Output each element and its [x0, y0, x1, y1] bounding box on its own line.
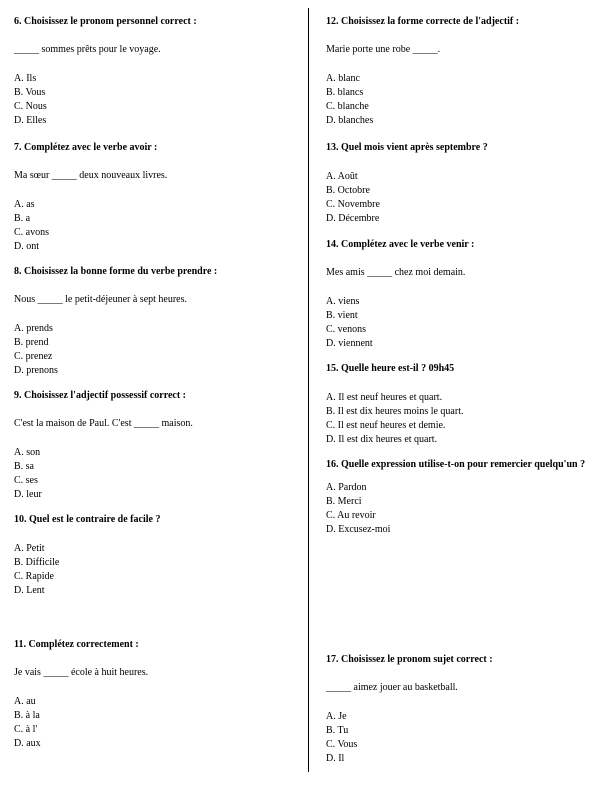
option-b[interactable]: B. Tu	[326, 725, 349, 736]
option-list	[326, 391, 598, 447]
option-a[interactable]: A. Petit	[14, 543, 45, 554]
question-14	[326, 239, 598, 351]
question-stem: C'est la maison de Paul. C'est _____ maison.	[14, 418, 193, 429]
option-b[interactable]: B. vient	[326, 310, 358, 321]
option-a[interactable]: A. Août	[326, 171, 358, 182]
option-c[interactable]: C. venons	[326, 324, 366, 335]
option-d[interactable]: D. Excusez-moi	[326, 524, 391, 535]
option-b[interactable]: B. Octobre	[326, 185, 370, 196]
option-c[interactable]: C. Au revoir	[326, 510, 376, 521]
option-c[interactable]: C. Novembre	[326, 199, 380, 210]
question-6	[14, 16, 298, 128]
option-b[interactable]: B. sa	[14, 461, 34, 472]
option-b[interactable]: B. prend	[14, 337, 49, 348]
option-a[interactable]: A. as	[14, 199, 35, 210]
question-title: 7. Complétez avec le verbe avoir :	[14, 142, 158, 153]
question-stem: _____ aimez jouer au basketball.	[326, 682, 458, 693]
column-divider	[308, 8, 309, 772]
question-7	[14, 142, 298, 254]
option-b[interactable]: B. Difficile	[14, 557, 60, 568]
question-12	[326, 16, 598, 128]
question-stem: _____ sommes prêts pour le voyage.	[14, 44, 161, 55]
option-c[interactable]: C. avons	[14, 227, 49, 238]
question-16	[326, 459, 598, 537]
option-list	[326, 481, 598, 537]
option-a[interactable]: A. blanc	[326, 73, 360, 84]
question-title: 6. Choisissez le pronom personnel correct :	[14, 16, 197, 27]
question-title: 15. Quelle heure est-il ? 09h45	[326, 363, 455, 374]
question-stem: Nous _____ le petit-déjeuner à sept heures.	[14, 294, 188, 305]
option-b[interactable]: B. Merci	[326, 496, 362, 507]
option-b[interactable]: B. à la	[14, 710, 40, 721]
question-title: 9. Choisissez l'adjectif possessif correct :	[14, 390, 187, 401]
option-d[interactable]: D. blanches	[326, 115, 374, 126]
option-c[interactable]: C. blanche	[326, 101, 369, 112]
question-title: 12. Choisissez la forme correcte de l'adjectif :	[326, 16, 520, 27]
question-11	[14, 639, 298, 751]
question-9	[14, 390, 298, 502]
option-list	[326, 72, 598, 128]
question-stem: Marie porte une robe _____.	[326, 44, 441, 55]
option-d[interactable]: D. Il	[326, 753, 345, 764]
question-stem: Mes amis _____ chez moi demain.	[326, 267, 466, 278]
option-d[interactable]: D. ont	[14, 241, 39, 252]
option-d[interactable]: D. viennent	[326, 338, 373, 349]
question-title: 8. Choisissez la bonne forme du verbe prendre :	[14, 266, 218, 277]
option-b[interactable]: B. blancs	[326, 87, 364, 98]
option-list	[326, 710, 598, 766]
option-list	[14, 322, 298, 378]
question-10	[14, 514, 298, 598]
option-a[interactable]: A. Pardon	[326, 482, 367, 493]
option-b[interactable]: B. Vous	[14, 87, 46, 98]
option-list	[14, 542, 298, 598]
question-title: 17. Choisissez le pronom sujet correct :	[326, 654, 493, 665]
question-title: 16. Quelle expression utilise-t-on pour remercier quelqu'un ?	[326, 459, 586, 470]
option-list	[14, 695, 298, 751]
question-title: 14. Complétez avec le verbe venir :	[326, 239, 475, 250]
question-8	[14, 266, 298, 378]
option-a[interactable]: A. prends	[14, 323, 53, 334]
option-list	[14, 72, 298, 128]
option-b[interactable]: B. Il est dix heures moins le quart.	[326, 406, 464, 417]
option-list	[14, 198, 298, 254]
question-stem: Ma sœur _____ deux nouveaux livres.	[14, 170, 168, 181]
option-d[interactable]: D. Il est dix heures et quart.	[326, 434, 438, 445]
option-list	[14, 446, 298, 502]
option-a[interactable]: A. son	[14, 447, 41, 458]
question-title: 10. Quel est le contraire de facile ?	[14, 514, 161, 525]
option-list	[326, 295, 598, 351]
question-stem: Je vais _____ école à huit heures.	[14, 667, 149, 678]
option-d[interactable]: D. Décembre	[326, 213, 380, 224]
option-list	[326, 170, 598, 226]
option-d[interactable]: D. Lent	[14, 585, 45, 596]
option-d[interactable]: D. Elles	[14, 115, 47, 126]
question-15	[326, 363, 598, 447]
option-c[interactable]: C. Vous	[326, 739, 358, 750]
option-c[interactable]: C. à l'	[14, 724, 38, 735]
question-17	[326, 654, 598, 766]
option-c[interactable]: C. Il est neuf heures et demie.	[326, 420, 446, 431]
question-title: 11. Complétez correctement :	[14, 639, 139, 650]
option-a[interactable]: A. Il est neuf heures et quart.	[326, 392, 443, 403]
option-a[interactable]: A. au	[14, 696, 36, 707]
option-c[interactable]: C. Rapide	[14, 571, 54, 582]
option-d[interactable]: D. leur	[14, 489, 42, 500]
option-a[interactable]: A. Ils	[14, 73, 37, 84]
option-a[interactable]: A. Je	[326, 711, 347, 722]
question-title: 13. Quel mois vient après septembre ?	[326, 142, 488, 153]
option-d[interactable]: D. aux	[14, 738, 41, 749]
option-c[interactable]: C. Nous	[14, 101, 47, 112]
question-13	[326, 142, 598, 226]
option-b[interactable]: B. a	[14, 213, 31, 224]
option-c[interactable]: C. ses	[14, 475, 38, 486]
option-a[interactable]: A. viens	[326, 296, 360, 307]
option-c[interactable]: C. prenez	[14, 351, 53, 362]
option-d[interactable]: D. prenons	[14, 365, 58, 376]
